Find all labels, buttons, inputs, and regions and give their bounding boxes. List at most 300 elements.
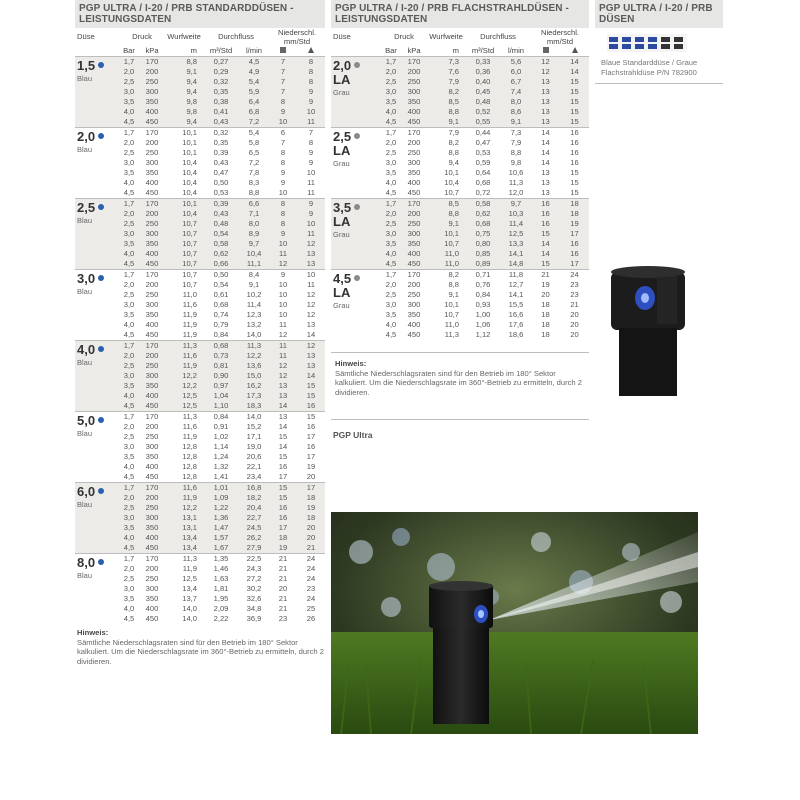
table-cell: 350 <box>401 239 427 249</box>
table-cell: 14,0 <box>182 604 197 613</box>
table-cell: 0,41 <box>203 107 239 117</box>
table-cell: 450 <box>401 117 427 128</box>
table-cell: 13 <box>297 249 325 259</box>
table-cell: 400 <box>407 178 421 187</box>
table-cell: 16 <box>297 401 325 412</box>
table-cell: 200 <box>139 493 165 503</box>
nozzle-color-label: Grau <box>333 230 350 239</box>
table-cell: 7 <box>269 87 297 97</box>
table-cell: 14 <box>531 239 560 249</box>
table-cell: 12 <box>297 239 325 249</box>
table-cell: 2,5 <box>123 148 135 157</box>
table-cell: 18 <box>541 310 550 319</box>
table-cell: 3,5 <box>119 97 139 107</box>
nozzle-color-label: Blau <box>77 500 93 509</box>
table-cell: 14,0 <box>182 614 197 623</box>
table-cell: 7 <box>269 67 297 77</box>
table-cell: 2,0 <box>123 138 135 147</box>
table-cell: 0,32 <box>203 77 239 87</box>
unit-m3: m³/Std <box>471 46 495 55</box>
table-cell: 10,7 <box>444 310 459 319</box>
col-pressure: Druck <box>394 32 414 41</box>
table-cell: 21 <box>269 554 297 565</box>
table-cell: 300 <box>407 300 421 309</box>
table-cell: 2,5 <box>381 77 401 87</box>
table-cell: 450 <box>145 472 159 481</box>
table-cell: 2,0 <box>381 209 401 219</box>
table-cell: 15 <box>560 107 589 117</box>
table-cell: 1,7 <box>119 341 139 352</box>
table-cell: 8,2 <box>427 270 465 281</box>
table-cell: 4,0 <box>123 462 135 471</box>
table-cell: 36,9 <box>246 614 262 623</box>
table-cell: 8,8 <box>510 148 522 157</box>
table-cell: 10,7 <box>182 280 197 289</box>
table-cell: 350 <box>145 594 159 603</box>
table-cell: 15 <box>269 493 297 503</box>
table-cell: 18,3 <box>239 401 269 412</box>
table-cell: 300 <box>139 229 165 239</box>
table-cell: 10,7 <box>165 229 203 239</box>
table-cell: 7,8 <box>248 168 260 177</box>
table-cell: 3,5 <box>385 310 397 319</box>
table-cell: 2,0 <box>123 564 135 573</box>
unit-m3: m³/Std <box>209 46 233 55</box>
table-cell: 20 <box>297 523 325 533</box>
note-title: Hinweis: <box>77 628 109 637</box>
table-cell: 22,5 <box>239 554 269 565</box>
table-row <box>331 199 589 210</box>
table-cell: 4,5 <box>239 57 269 68</box>
table-cell: 10,4 <box>444 178 459 187</box>
table-cell: 1,7 <box>119 554 139 565</box>
table-cell: 6,6 <box>239 199 269 210</box>
table-cell: 4,5 <box>119 543 139 554</box>
table-cell: 13 <box>531 97 560 107</box>
table-cell: 450 <box>401 259 427 270</box>
table-cell: 15 <box>570 168 579 177</box>
table-cell: 2,0 <box>119 351 139 361</box>
table-cell: 3,0 <box>381 87 401 97</box>
table-cell: 170 <box>139 341 165 352</box>
table-cell: 11,9 <box>182 310 197 319</box>
table-cell: 0,68 <box>203 341 239 352</box>
table-cell: 1,95 <box>213 594 229 603</box>
table-cell: 8,8 <box>427 209 465 219</box>
table-cell: 9 <box>269 270 297 281</box>
table-cell: 15,0 <box>239 371 269 381</box>
table-cell: 11,3 <box>508 178 524 187</box>
table-row <box>75 57 325 68</box>
table-cell: 3,5 <box>123 452 135 461</box>
table-cell: 12,7 <box>508 280 524 289</box>
table-cell: 1,81 <box>213 584 229 593</box>
table-cell: 12,5 <box>182 574 197 583</box>
table-cell: 2,5 <box>123 290 135 299</box>
nozzle-closeup-photo <box>597 262 697 397</box>
flat-table-title: PGP ULTRA / I-20 / PRB FLACHSTRAHLDÜSEN - LEISTUNGSDATEN <box>331 0 589 28</box>
table-cell: 0,62 <box>203 249 239 259</box>
table-cell: 0,54 <box>213 280 229 289</box>
table-cell: 1,14 <box>213 442 229 451</box>
table-cell: 0,27 <box>203 57 239 68</box>
table-cell: 0,76 <box>475 280 491 289</box>
table-cell: 200 <box>407 138 421 147</box>
table-cell: 30,2 <box>246 584 262 593</box>
table-cell: 16 <box>570 158 579 167</box>
table-cell: 7,6 <box>427 67 465 77</box>
table-cell: 13 <box>531 77 560 87</box>
table-cell: 200 <box>401 209 427 219</box>
table-cell: 20 <box>306 472 316 481</box>
table-cell: 17,6 <box>508 320 524 329</box>
table-cell: 21 <box>570 300 579 309</box>
table-cell: 200 <box>145 564 159 573</box>
table-cell: 0,35 <box>203 87 239 97</box>
table-cell: 3,0 <box>123 584 135 593</box>
table-cell: 3,5 <box>123 168 135 177</box>
table-cell: 4,5 <box>119 117 139 128</box>
table-cell: 7,1 <box>239 209 269 219</box>
table-cell: 9,1 <box>501 117 531 128</box>
table-cell: 10,7 <box>165 270 203 281</box>
table-cell: 0,35 <box>213 138 229 147</box>
table-cell: 32,6 <box>246 594 262 603</box>
table-cell: 12,8 <box>182 462 197 471</box>
table-cell: 24,5 <box>239 523 269 533</box>
table-cell: 10,1 <box>165 199 203 210</box>
table-cell: 1,35 <box>203 554 239 565</box>
table-cell: 3,5 <box>381 239 401 249</box>
table-cell: 14 <box>269 401 297 412</box>
table-cell: 1,46 <box>213 564 229 573</box>
table-cell: 11 <box>279 320 287 329</box>
table-cell: 19 <box>297 503 325 513</box>
color-dot-icon <box>98 417 104 423</box>
table-cell: 8,9 <box>239 229 269 239</box>
table-cell: 22,7 <box>239 513 269 523</box>
table-cell: 0,39 <box>213 148 229 157</box>
table-cell: 20,4 <box>239 503 269 513</box>
table-cell: 17 <box>278 472 288 481</box>
table-cell: 11,9 <box>182 320 197 329</box>
table-cell: 9,8 <box>165 107 203 117</box>
table-cell: 5,6 <box>501 57 531 68</box>
table-cell: 11,6 <box>165 483 203 494</box>
table-cell: 13 <box>269 381 297 391</box>
table-cell: 0,85 <box>465 249 501 259</box>
unit-bar: Bar <box>385 46 397 55</box>
table-cell: 5,8 <box>248 138 260 147</box>
table-cell: 400 <box>407 320 421 329</box>
nozzle-cell <box>331 57 381 128</box>
col-precip: Niederschl. mm/Std <box>278 28 316 46</box>
table-cell: 8 <box>269 209 297 219</box>
table-cell: 3,0 <box>123 158 135 167</box>
table-cell: 16 <box>269 513 297 523</box>
table-cell: 9 <box>308 148 314 157</box>
table-cell: 3,0 <box>123 300 135 309</box>
table-cell: 350 <box>407 310 421 319</box>
table-cell: 16 <box>560 239 589 249</box>
table-cell: 18 <box>560 209 589 219</box>
nozzle-size: 4,5 <box>333 272 381 286</box>
table-cell: 4,5 <box>119 401 139 412</box>
table-cell: 250 <box>139 77 165 87</box>
table-cell: 450 <box>139 543 165 554</box>
table-cell: 2,5 <box>119 77 139 87</box>
table-cell: 17 <box>269 523 297 533</box>
table-cell: 450 <box>407 188 421 197</box>
table-cell: 4,5 <box>119 259 139 270</box>
table-cell: 24,3 <box>246 564 262 573</box>
table-cell: 1,67 <box>203 543 239 554</box>
table-cell: 12 <box>297 341 325 352</box>
table-cell: 15 <box>531 229 560 239</box>
table-cell: 6,5 <box>248 148 260 157</box>
nozzle-cell <box>75 199 119 270</box>
table-cell: 3,5 <box>119 239 139 249</box>
table-cell: 250 <box>145 148 159 157</box>
table-cell: 170 <box>139 483 165 494</box>
table-cell: 0,62 <box>465 209 501 219</box>
table-cell: 9,1 <box>427 117 465 128</box>
table-cell: 16 <box>560 249 589 259</box>
nozzle-cell <box>331 270 381 341</box>
table-cell: 3,0 <box>119 229 139 239</box>
note-text: Sämtliche Niederschlagsraten sind für den Betrieb im 180° Sektor kalkuliert. Um die Niederschlagsrate im 360°-Betrieb zu ermitteln, durch 2 dividieren. <box>77 637 324 666</box>
col-precip: Niederschl. mm/Std <box>541 28 579 46</box>
table-cell: 16 <box>570 148 579 157</box>
table-cell: 0,81 <box>203 361 239 371</box>
table-cell: 4,0 <box>381 249 401 259</box>
table-cell: 10,1 <box>444 168 459 177</box>
table-cell: 350 <box>145 168 159 177</box>
table-cell: 4,5 <box>123 472 135 481</box>
table-row <box>75 483 325 494</box>
table-cell: 400 <box>145 462 159 471</box>
nozzle-color-label: Blau <box>77 216 93 225</box>
table-cell: 0,89 <box>465 259 501 270</box>
nozzle-color-label: Blau <box>77 287 93 296</box>
table-cell: 13 <box>541 168 550 177</box>
table-cell: 8,8 <box>448 148 459 157</box>
table-cell: 8 <box>308 138 314 147</box>
table-cell: 17,1 <box>246 432 262 441</box>
table-cell: 250 <box>401 77 427 87</box>
table-cell: 13 <box>531 117 560 128</box>
table-cell: 24 <box>560 270 589 281</box>
table-cell: 170 <box>401 57 427 68</box>
table-cell: 14 <box>560 67 589 77</box>
table-cell: 1,7 <box>119 270 139 281</box>
table-cell: 11 <box>269 351 297 361</box>
table-cell: 9 <box>269 107 297 117</box>
table-cell: 5,4 <box>239 77 269 87</box>
table-cell: 6,8 <box>239 107 269 117</box>
table-cell: 2,5 <box>385 148 397 157</box>
table-cell: 10,3 <box>501 209 531 219</box>
table-cell: 2,5 <box>119 361 139 371</box>
table-cell: 250 <box>139 503 165 513</box>
table-cell: 3,5 <box>119 523 139 533</box>
nozzle-size: 2,0 <box>333 59 381 73</box>
table-cell: 10,1 <box>182 148 197 157</box>
table-cell: 21 <box>278 604 288 613</box>
table-cell: 1,12 <box>475 330 491 339</box>
table-cell: 18 <box>269 533 297 543</box>
table-cell: 16,6 <box>508 310 524 319</box>
table-cell: 9,1 <box>248 280 260 289</box>
table-cell: 21 <box>297 543 325 554</box>
table-cell: 0,90 <box>203 371 239 381</box>
table-cell: 14 <box>541 138 550 147</box>
table-cell: 18,6 <box>508 330 524 339</box>
table-cell: 7,4 <box>501 87 531 97</box>
col-radius: Wurfweite <box>167 32 201 41</box>
table-cell: 27,2 <box>246 574 262 583</box>
table-cell: 10 <box>278 280 288 289</box>
table-cell: 11,9 <box>165 493 203 503</box>
table-cell: 0,84 <box>475 290 491 299</box>
table-cell: 11,6 <box>182 422 197 431</box>
table-cell: 9,1 <box>165 67 203 77</box>
table-cell: 12 <box>269 259 297 270</box>
table-cell: 13 <box>531 107 560 117</box>
table-cell: 11,6 <box>165 351 203 361</box>
table-row <box>331 270 589 281</box>
table-cell: 1,7 <box>119 483 139 494</box>
table-cell: 10,7 <box>165 219 203 229</box>
table-cell: 10 <box>297 219 325 229</box>
table-cell: 20 <box>570 330 579 339</box>
table-cell: 1,7 <box>119 57 139 68</box>
table-cell: 0,59 <box>475 158 491 167</box>
table-cell: 13,4 <box>182 584 197 593</box>
table-cell: 10 <box>306 168 316 177</box>
table-cell: 4,0 <box>123 320 135 329</box>
color-dot-icon <box>98 133 104 139</box>
table-cell: 350 <box>407 168 421 177</box>
nozzle-size: 2,5 <box>77 201 119 215</box>
table-cell: 14,1 <box>508 290 524 299</box>
table-cell: 19 <box>541 280 550 289</box>
table-cell: 10,4 <box>165 209 203 219</box>
table-cell: 300 <box>145 300 159 309</box>
standard-nozzle-table <box>75 28 325 624</box>
table-cell: 0,73 <box>203 351 239 361</box>
table-cell: 11 <box>307 280 315 289</box>
table-cell: 15 <box>531 259 560 270</box>
table-cell: 12,2 <box>165 503 203 513</box>
table-cell: 10,6 <box>508 168 524 177</box>
table-cell: 200 <box>139 351 165 361</box>
standard-nozzle-section <box>75 0 325 666</box>
table-cell: 9,4 <box>165 77 203 87</box>
table-cell: 200 <box>145 138 159 147</box>
table-cell: 0,43 <box>203 117 239 128</box>
table-cell: 11,3 <box>444 330 459 339</box>
table-cell: 9 <box>280 178 286 187</box>
table-cell: 8,0 <box>501 97 531 107</box>
table-cell: 12,8 <box>182 472 197 481</box>
table-cell: 23 <box>570 280 579 289</box>
unit-lmin: l/min <box>507 46 525 55</box>
table-cell: 350 <box>139 97 165 107</box>
table-cell: 11,3 <box>165 341 203 352</box>
table-cell: 250 <box>139 219 165 229</box>
table-cell: 8 <box>297 77 325 87</box>
table-cell: 300 <box>401 87 427 97</box>
table-cell: 9 <box>297 87 325 97</box>
table-cell: 350 <box>145 452 159 461</box>
table-cell: 6,4 <box>239 97 269 107</box>
table-cell: 18 <box>297 493 325 503</box>
table-cell: 450 <box>139 117 165 128</box>
nozzle-cell <box>331 199 381 270</box>
table-cell: 7,2 <box>248 158 260 167</box>
table-cell: 350 <box>401 97 427 107</box>
table-cell: 0,44 <box>465 128 501 139</box>
table-cell: 10 <box>278 290 288 299</box>
table-cell: 12,3 <box>246 310 262 319</box>
table-cell: 1,7 <box>119 412 139 423</box>
table-cell: 18 <box>560 199 589 210</box>
table-cell: 24 <box>297 554 325 565</box>
table-cell: 300 <box>145 584 159 593</box>
table-cell: 15 <box>560 117 589 128</box>
table-cell: 10,4 <box>182 188 197 197</box>
table-cell: 5,4 <box>239 128 269 139</box>
table-cell: 450 <box>407 330 421 339</box>
table-cell: 0,71 <box>465 270 501 281</box>
table-cell: 11,3 <box>239 341 269 352</box>
table-cell: 3,5 <box>385 168 397 177</box>
table-cell: 13,7 <box>182 594 197 603</box>
table-cell: 12 <box>306 300 316 309</box>
table-cell: 4,5 <box>123 188 135 197</box>
table-cell: 9,4 <box>165 87 203 97</box>
table-cell: 15 <box>560 77 589 87</box>
table-cell: 13 <box>297 361 325 371</box>
table-cell: 15 <box>560 87 589 97</box>
table-cell: 4,5 <box>385 330 397 339</box>
table-cell: 11 <box>307 188 315 197</box>
table-cell: 16 <box>306 422 316 431</box>
nozzle-cell <box>75 554 119 625</box>
table-cell: 8 <box>269 97 297 107</box>
table-cell: 170 <box>401 128 427 139</box>
table-cell: 20 <box>570 320 579 329</box>
color-dot-icon <box>98 275 104 281</box>
table-cell: 16,2 <box>239 381 269 391</box>
table-cell: 400 <box>145 604 159 613</box>
table-cell: 8,8 <box>248 188 260 197</box>
table-cell: 0,32 <box>203 128 239 139</box>
table-cell: 13,3 <box>501 239 531 249</box>
table-cell: 1,7 <box>381 270 401 281</box>
table-cell: 1,04 <box>203 391 239 401</box>
table-cell: 350 <box>139 239 165 249</box>
table-cell: 18 <box>541 330 550 339</box>
table-cell: 9,4 <box>448 158 459 167</box>
table-row <box>75 199 325 210</box>
table-cell: 12 <box>531 67 560 77</box>
col-nozzle: Düse <box>333 32 351 41</box>
table-cell: 9 <box>269 229 297 239</box>
table-cell: 7,9 <box>427 77 465 87</box>
table-cell: 9 <box>297 209 325 219</box>
